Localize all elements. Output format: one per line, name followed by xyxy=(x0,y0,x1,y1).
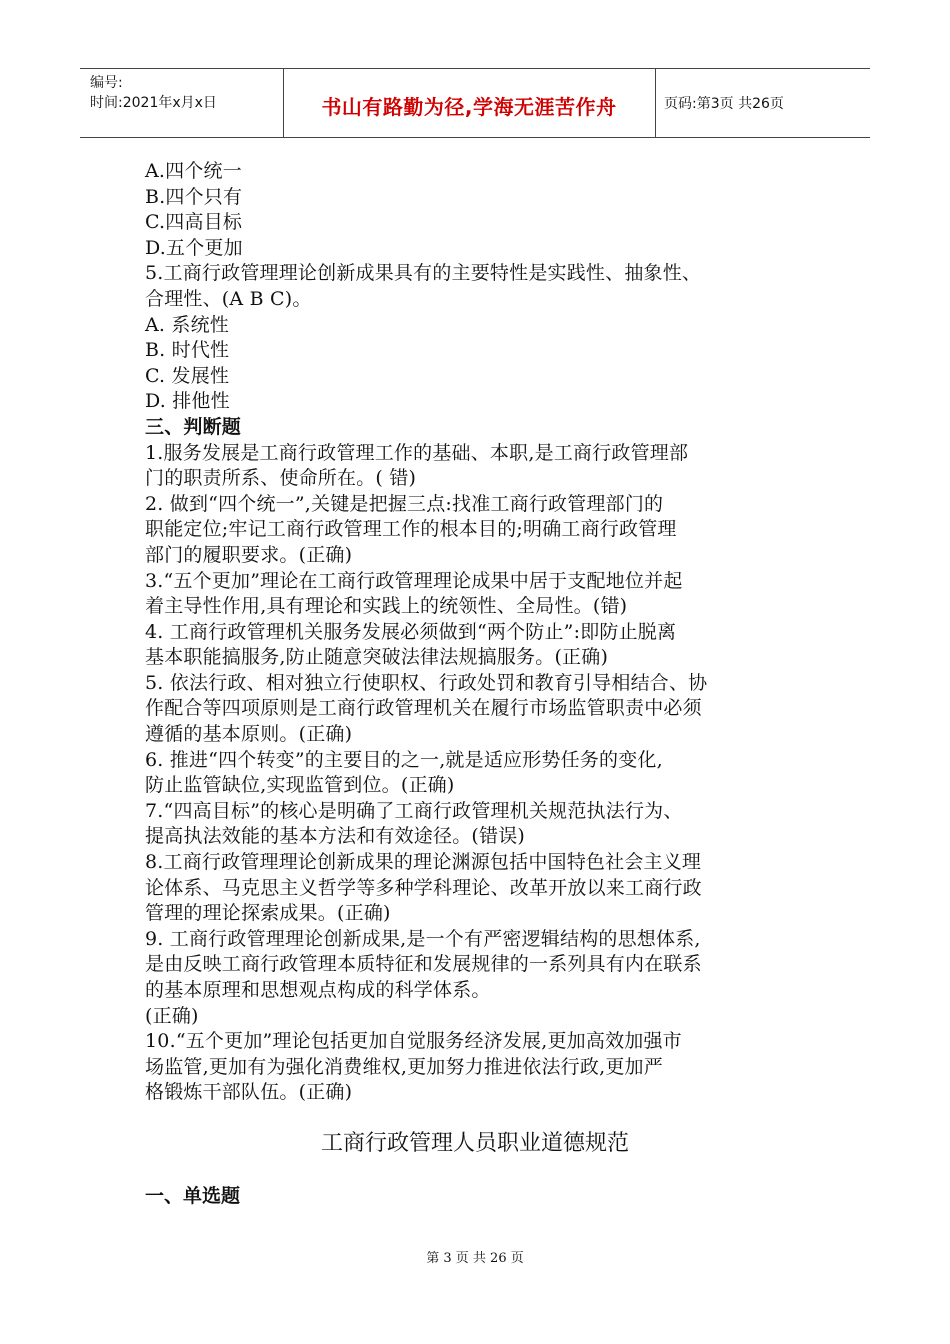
text-line: 的基本原理和思想观点构成的科学体系。 xyxy=(145,979,491,1001)
text-line: B.四个只有 xyxy=(145,185,243,208)
text-line: 格锻炼干部队伍。(正确) xyxy=(145,1081,353,1104)
text-line: D.五个更加 xyxy=(145,236,243,259)
text-line: 9. 工商行政管理理论创新成果,是一个有严密逻辑结构的思想体系, xyxy=(145,927,701,950)
text-line: 作配合等四项原则是工商行政管理机关在履行市场监管职责中必须 xyxy=(145,697,702,720)
text-line: 场监管,更加有为强化消费维权,更加努力推进依法行政,更加严 xyxy=(145,1055,663,1078)
text-line: C.四高目标 xyxy=(145,211,243,234)
text-line: 3.“五个更加”理论在工商行政管理理论成果中居于支配地位并起 xyxy=(145,569,683,592)
text-line: 论体系、马克思主义哲学等多种学科理论、改革开放以来工商行政 xyxy=(145,876,702,899)
text-line: 7.“四高目标”的核心是明确了工商行政管理机关规范执法行为、 xyxy=(145,799,683,822)
section-heading: 一、单选题 xyxy=(145,1185,241,1207)
text-line: 管理的理论探索成果。(正确) xyxy=(145,902,391,925)
text-line: 着主导性作用,具有理论和实践上的统领性、全局性。(错) xyxy=(145,595,628,618)
text-line: 职能定位;牢记工商行政管理工作的根本目的;明确工商行政管理 xyxy=(145,518,677,541)
text-line: 提高执法效能的基本方法和有效途径。(错误) xyxy=(145,825,526,848)
text-line: A. 系统性 xyxy=(145,313,230,336)
text-line: 1.服务发展是工商行政管理工作的基础、本职,是工商行政管理部 xyxy=(145,441,689,464)
text-line: A.四个统一 xyxy=(145,160,242,182)
text-line: 防止监管缺位,实现监管到位。(正确) xyxy=(145,774,455,797)
header-meta xyxy=(90,73,217,113)
text-line: 门的职责所系、使命所在。( 错) xyxy=(145,467,417,490)
text-line: D. 排他性 xyxy=(145,390,230,413)
document-body xyxy=(145,159,810,1106)
text-line: B. 时代性 xyxy=(145,339,230,362)
text-line: 2. 做到“四个统一”,关键是把握三点:找准工商行政管理部门的 xyxy=(145,492,664,515)
text-line: 5.工商行政管理理论创新成果具有的主要特性是实践性、抽象性、 xyxy=(145,262,702,285)
document-header xyxy=(80,68,870,138)
text-line: 8.工商行政管理理论创新成果的理论渊源包括中国特色社会主义理 xyxy=(145,851,702,874)
page-footer: 第 3 页 共 26 页 xyxy=(426,1251,524,1266)
text-line: C. 发展性 xyxy=(145,364,230,387)
text-line: 是由反映工商行政管理本质特征和发展规律的一系列具有内在联系 xyxy=(145,953,702,976)
text-line: 6. 推进“四个转变”的主要目的之一,就是适应形势任务的变化, xyxy=(145,748,663,771)
chapter-title: 工商行政管理人员职业道德规范 xyxy=(320,1131,629,1156)
text-line: 基本职能搞服务,防止随意突破法律法规搞服务。(正确) xyxy=(145,646,609,669)
header-motto: 书山有路勤为径,学海无涯苦作舟 xyxy=(321,95,617,119)
text-line: 遵循的基本原则。(正确) xyxy=(145,723,353,746)
document-date-label: 时间:2021年x月x日 xyxy=(90,95,217,111)
text-line: (正确) xyxy=(145,1004,199,1027)
section-heading: 三、判断题 xyxy=(145,415,242,438)
text-line: 5. 依法行政、相对独立行使职权、行政处罚和教育引导相结合、协 xyxy=(145,671,708,694)
text-line: 4. 工商行政管理机关服务发展必须做到“两个防止”:即防止脱离 xyxy=(145,620,677,643)
document-number-label: 编号: xyxy=(90,75,123,91)
text-line: 部门的履职要求。(正确) xyxy=(145,543,353,566)
header-divider xyxy=(655,69,656,137)
text-line: 合理性、(A B C)。 xyxy=(145,287,312,310)
header-page-info: 页码:第3页 共26页 xyxy=(664,96,784,112)
text-line: 10.“五个更加”理论包括更加自觉服务经济发展,更加高效加强市 xyxy=(145,1030,682,1053)
